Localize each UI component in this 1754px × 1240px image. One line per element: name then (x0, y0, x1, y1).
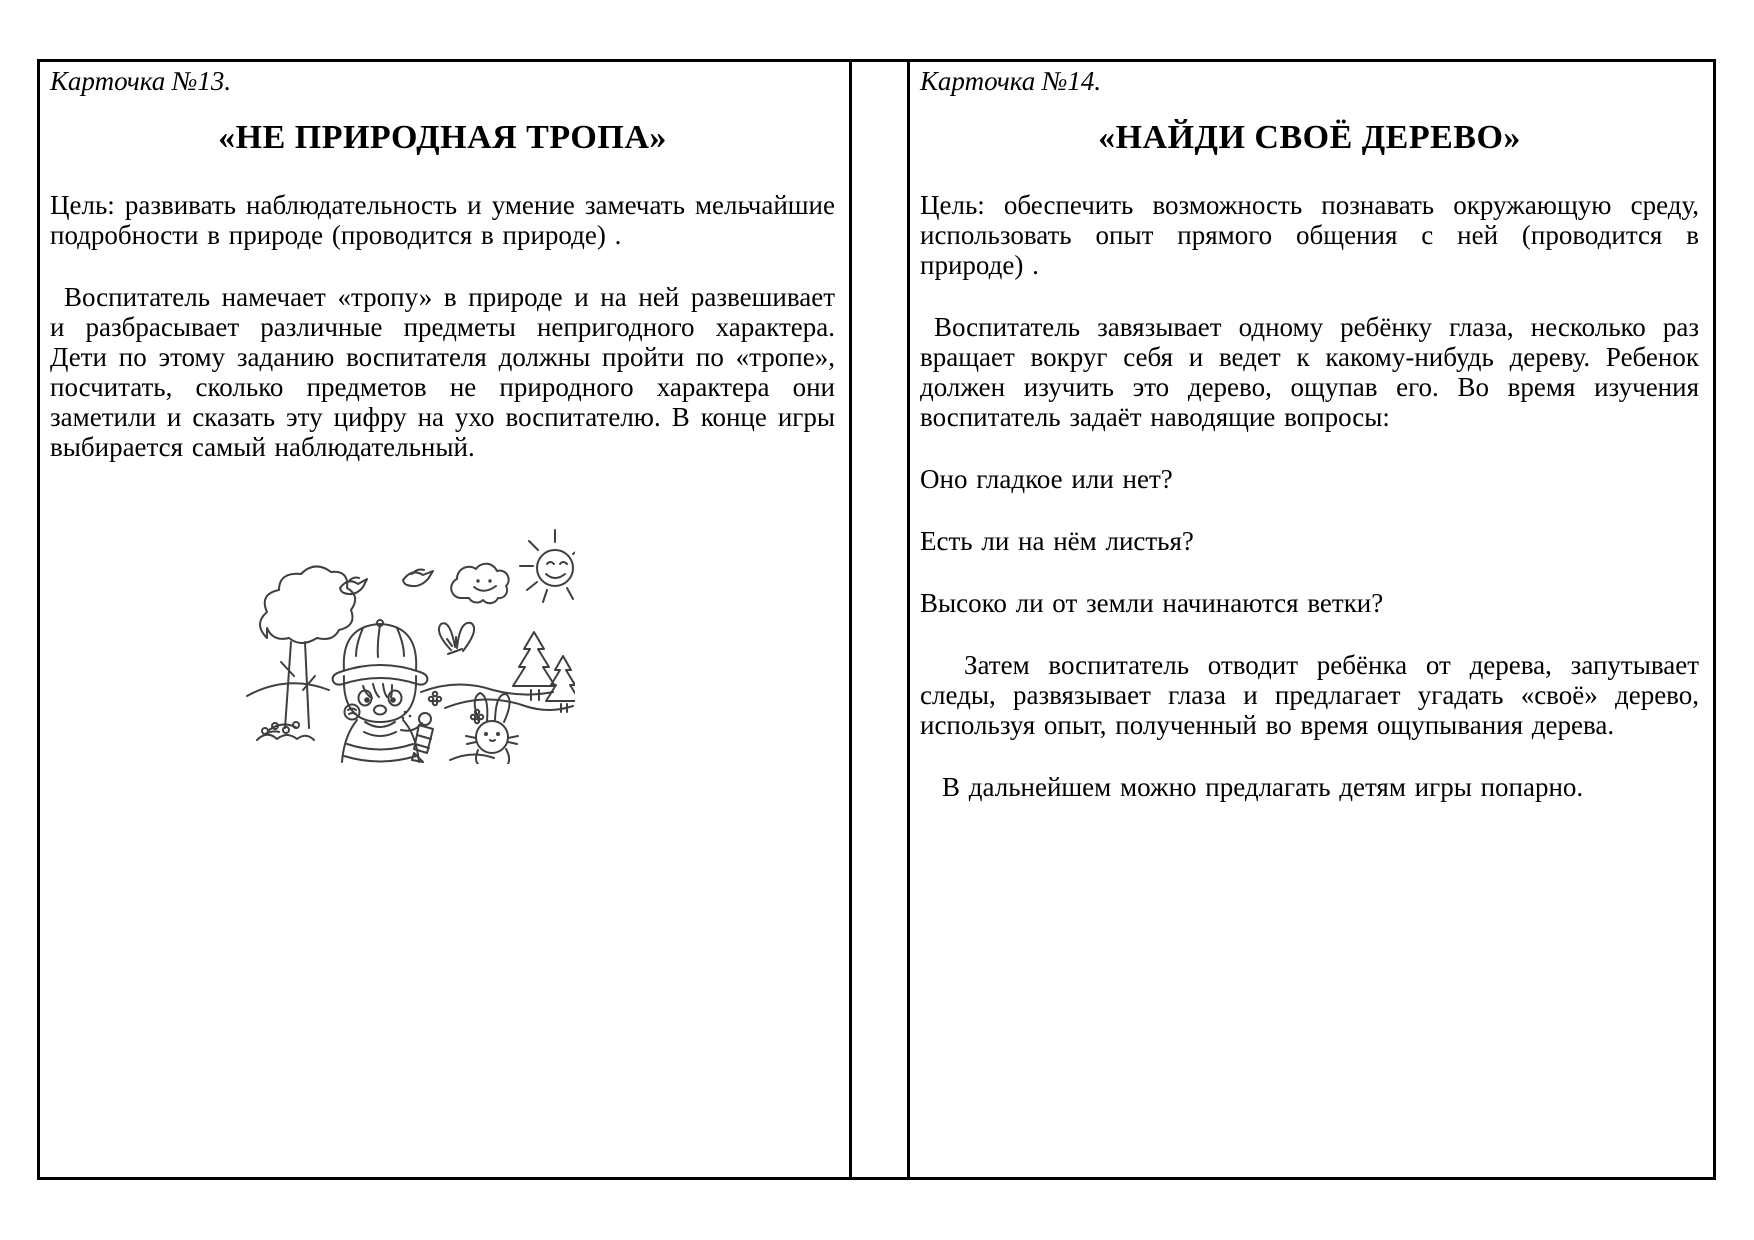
card-13-title: «НЕ ПРИРОДНАЯ ТРОПА» (218, 119, 667, 156)
card-13-goal: Цель: развивать наблюдательность и умение замечать мельчайшие подробности в природе (проводится в природе) . (50, 190, 835, 250)
spacer-column (852, 62, 910, 1177)
card-13 (40, 62, 852, 1177)
card-14-followup: Затем воспитатель отводит ребёнка от дерева, запутывает следы, развязывает глаза и предлагает угадать «своё» дерево, используя опыт, полученный во время ощупывания дерева. (920, 650, 1699, 740)
card-14-question-1: Оно гладкое или нет? (920, 464, 1173, 494)
card-14-body: Воспитатель завязывает одному ребёнку глаза, несколько раз вращает вокруг себя и ведет к какому-нибудь дереву. Ребенок должен изучить это дерево, ощупав его. Во время изучения воспитатель задаёт наводящие вопросы: (920, 312, 1699, 432)
smiling-sun-icon (520, 530, 575, 602)
cards-table (37, 59, 1716, 1180)
butterfly-icon (439, 623, 474, 654)
card-13-body: Воспитатель намечает «тропу» в природе и на ней развешивает и разбрасывает различные предметы непригодного характера. Дети по этому заданию воспитателя должны пройти по «тропе», посчитать, сколько предметов не природного характера они заметили и сказать эту цифру на ухо воспитателю. В конце игры выбирается самый наблюдательный. (50, 282, 835, 462)
flowers (257, 692, 483, 740)
card-13-header: Карточка №13. (50, 66, 232, 96)
boy-figure (333, 620, 433, 762)
smiling-cloud-icon (451, 564, 508, 603)
card-14-question-2: Есть ли на нём листья? (920, 526, 1194, 556)
bird-icon (340, 570, 433, 595)
card-14-header: Карточка №14. (920, 66, 1102, 96)
card-14-question-3: Высоко ли от земли начинаются ветки? (920, 588, 1384, 618)
illustration-svg (245, 524, 575, 764)
card-14 (910, 62, 1713, 1177)
card-14-title: «НАЙДИ СВОЁ ДЕРЕВО» (1098, 119, 1521, 156)
illustration-boy-in-nature (245, 524, 575, 764)
fir-trees (513, 632, 575, 712)
card-14-goal: Цель: обеспечить возможность познавать окружающую среду, использовать опыт прямого общения с ней (проводится в природе) . (920, 190, 1699, 280)
card-14-note: В дальнейшем можно предлагать детям игры попарно. (942, 772, 1584, 802)
